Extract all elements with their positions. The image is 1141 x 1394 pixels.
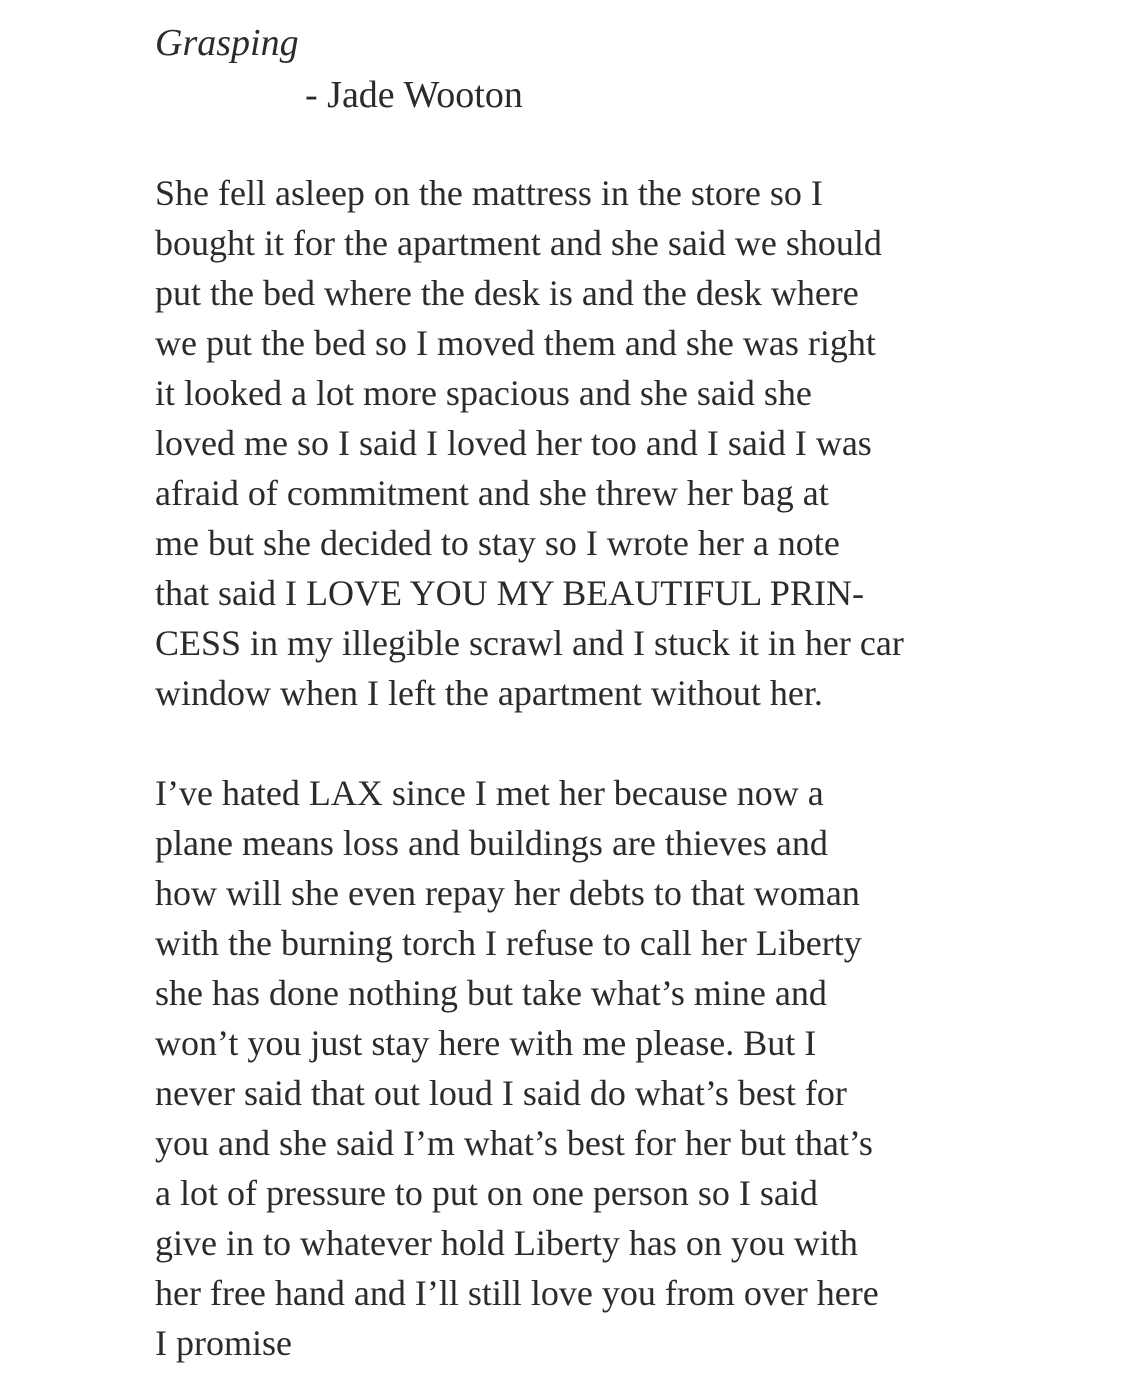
poem-line: bought it for the apartment and she said we should [155,223,882,263]
poem-line: with the burning torch I refuse to call her Liberty [155,923,862,963]
stanza-2 [155,768,879,1368]
poem-line: CESS in my illegible scrawl and I stuck it in her car [155,623,904,663]
poem-line: I’ve hated LAX since I met her because now a [155,773,824,813]
poem-line: window when I left the apartment without her. [155,673,823,713]
poem-line: her free hand and I’ll still love you from over here [155,1273,879,1313]
poem-line: put the bed where the desk is and the desk where [155,273,859,313]
poem-line: give in to whatever hold Liberty has on you with [155,1223,858,1263]
poem-line: plane means loss and buildings are thieves and [155,823,828,863]
poem-line: that said I LOVE YOU MY BEAUTIFUL PRIN- [155,573,864,613]
poem-author: - Jade Wooton [305,74,523,116]
poem-line: how will she even repay her debts to that woman [155,873,860,913]
poem-line: it looked a lot more spacious and she said she [155,373,812,413]
poem-line: won’t you just stay here with me please. But I [155,1023,817,1063]
poem-line: a lot of pressure to put on one person so I said [155,1173,818,1213]
poem-line: we put the bed so I moved them and she was right [155,323,876,363]
poem-line: she has done nothing but take what’s mine and [155,973,827,1013]
poem-line: afraid of commitment and she threw her bag at [155,473,829,513]
poem-line: loved me so I said I loved her too and I said I was [155,423,872,463]
poem-line: you and she said I’m what’s best for her but that’s [155,1123,873,1163]
poem-line: I promise [155,1323,292,1363]
poem-line: She fell asleep on the mattress in the store so I [155,173,823,213]
poem-title: Grasping [155,22,299,64]
poem-line: never said that out loud I said do what’s best for [155,1073,847,1113]
poem-line: me but she decided to stay so I wrote her a note [155,523,840,563]
stanza-1 [155,168,904,718]
